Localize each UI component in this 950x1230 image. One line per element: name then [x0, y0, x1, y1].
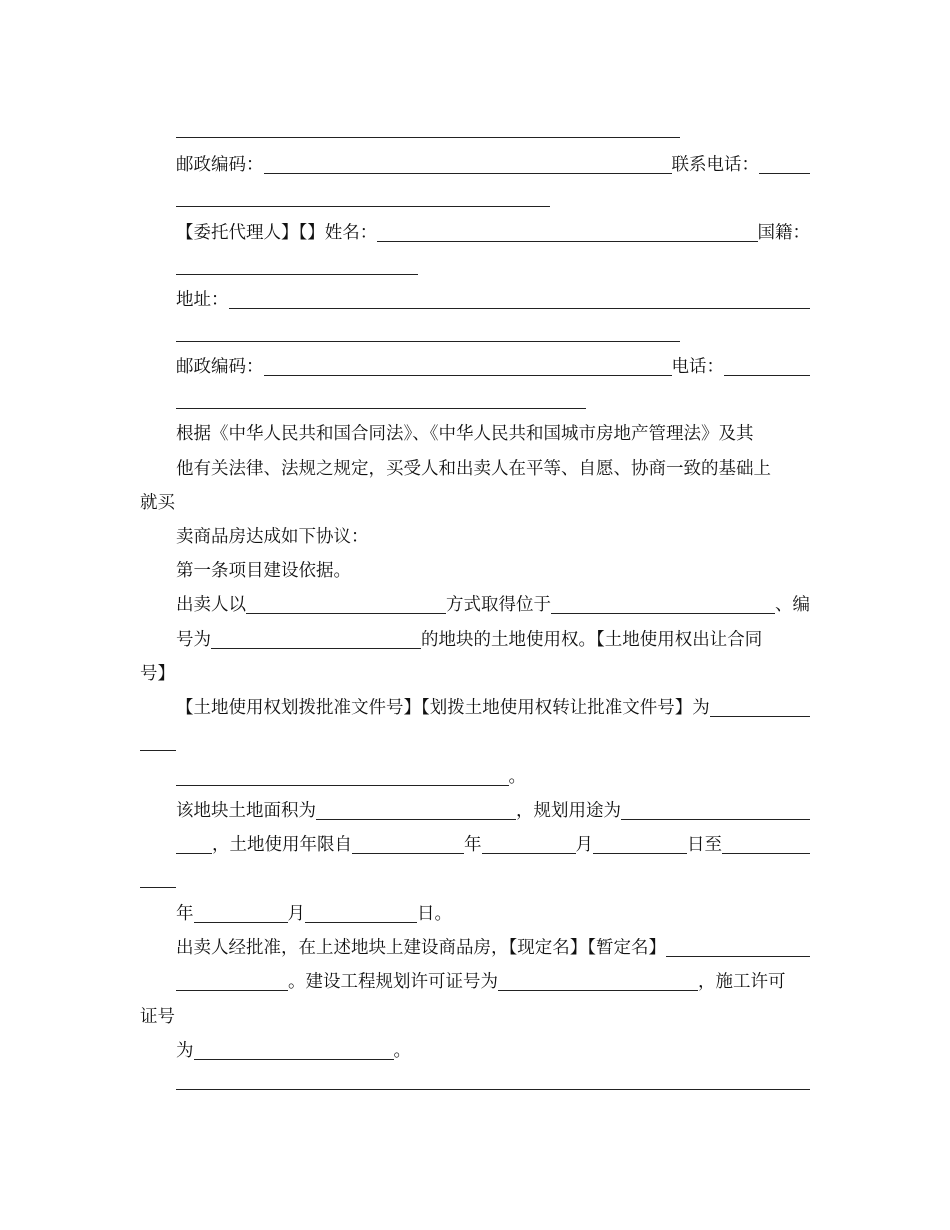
article-1-line-9 [140, 866, 176, 892]
article-1-line-1 [176, 592, 810, 618]
text: 年 [464, 835, 482, 855]
text: 、编 [775, 595, 810, 615]
article-1-line-5 [140, 729, 176, 755]
text: 。建设工程规划许可证号为 [288, 972, 498, 992]
blank-underline [176, 323, 680, 342]
parcel-number-blank [211, 630, 421, 649]
phone-continuation-blank-line [176, 185, 550, 211]
start-day-blank [593, 835, 687, 854]
blank-underline [176, 390, 586, 409]
end-year-blank [722, 835, 810, 854]
article-1-line-11 [176, 935, 810, 961]
text: 月 [575, 835, 593, 855]
agent-address-line [176, 287, 810, 313]
address-label: 地址： [176, 290, 229, 310]
agent-phone-blank [724, 357, 810, 376]
article-1-line-2 [176, 627, 810, 653]
text: ，规划用途为 [516, 801, 621, 821]
blank-underline [176, 1071, 810, 1090]
text: 。 [508, 767, 526, 787]
intro-text: 就买 [140, 493, 175, 513]
text: ，土地使用年限自 [212, 835, 352, 855]
article-1-line-14 [176, 1038, 411, 1064]
article-1-line-10 [176, 901, 452, 927]
text: 证号 [140, 1007, 175, 1027]
nationality-blank [176, 256, 418, 275]
agent-name-blank [377, 223, 757, 242]
postcode-blank [264, 155, 672, 174]
address-continuation-blank-line [176, 116, 680, 142]
start-month-blank [482, 835, 576, 854]
agent-postcode-phone-line [176, 354, 810, 380]
text: 为 [176, 1041, 194, 1061]
text: 出卖人以 [176, 595, 246, 615]
article-1-line-4 [176, 695, 810, 721]
article-1-line-13 [140, 1004, 175, 1030]
text: 出卖人经批准，在上述地块上建设商品房，【现定名】【暂定名】 [176, 938, 666, 958]
article-1-line-12 [176, 969, 810, 995]
article-1-title [176, 558, 351, 584]
agent-phone-label: 电话： [671, 357, 724, 377]
intro-line-4 [176, 524, 369, 550]
agent-postcode-label: 邮政编码： [176, 357, 264, 377]
agent-postcode-blank [264, 357, 672, 376]
article-1-line-3 [140, 661, 175, 687]
agent-title: 【委托代理人】【】姓名： [176, 223, 378, 243]
text: 号为 [176, 630, 211, 650]
text: 【土地使用权划拨批准文件号】【划拨土地使用权转让批准文件号】为 [176, 698, 710, 718]
blank-underline [176, 767, 509, 786]
blank-underline [176, 188, 550, 207]
text: 日。 [417, 904, 452, 924]
text: 月 [287, 904, 305, 924]
land-area-blank [316, 801, 516, 820]
text: 。 [393, 1041, 411, 1061]
text: 该地块土地面积为 [176, 801, 316, 821]
postcode-label: 邮政编码： [176, 155, 264, 175]
text: 的地块的土地使用权。【土地使用权出让合同 [421, 630, 763, 650]
article-title: 第一条项目建设依据。 [176, 561, 351, 581]
start-year-blank [352, 835, 464, 854]
project-name-blank [666, 938, 810, 957]
construction-permit-blank [194, 1041, 394, 1060]
end-month-blank [194, 904, 288, 923]
planning-permit-blank [498, 972, 698, 991]
intro-line-2 [176, 456, 771, 482]
project-name-blank-cont [176, 972, 288, 991]
text: 年 [176, 904, 194, 924]
intro-text: 卖商品房达成如下协议： [176, 527, 369, 547]
location-blank [551, 595, 775, 614]
agent-phone-continuation-blank-line [176, 387, 586, 413]
address-blank [229, 290, 811, 309]
nationality-label: 国籍： [757, 223, 810, 243]
end-day-blank [305, 904, 417, 923]
intro-text: 根据《中华人民共和国合同法》、《中华人民共和国城市房地产管理法》及其 [176, 424, 754, 444]
address-continuation-blank-line [176, 320, 680, 346]
text: 号】 [140, 664, 175, 684]
blank-underline [140, 869, 176, 888]
phone-label: 联系电话： [671, 155, 759, 175]
blank-underline [176, 119, 680, 138]
text: ，施工许可 [698, 972, 786, 992]
agent-name-line [176, 220, 810, 246]
article-1-line-8 [176, 832, 810, 858]
text: 日至 [687, 835, 722, 855]
article-1-line-7 [176, 798, 810, 824]
planned-use-blank-cont [176, 835, 212, 854]
text: 方式取得位于 [446, 595, 551, 615]
nationality-blank-line [176, 253, 418, 279]
planned-use-blank [621, 801, 810, 820]
phone-blank [759, 155, 810, 174]
intro-line-1 [176, 421, 754, 447]
intro-line-3 [140, 490, 175, 516]
blank-underline [140, 732, 176, 751]
acquisition-method-blank [246, 595, 446, 614]
approval-number-blank [710, 698, 810, 717]
article-1-line-15 [176, 1068, 810, 1094]
intro-text: 他有关法律、法规之规定，买受人和出卖人在平等、自愿、协商一致的基础上 [176, 459, 771, 479]
article-1-line-6 [176, 764, 526, 790]
buyer-postcode-phone-line [176, 152, 810, 178]
